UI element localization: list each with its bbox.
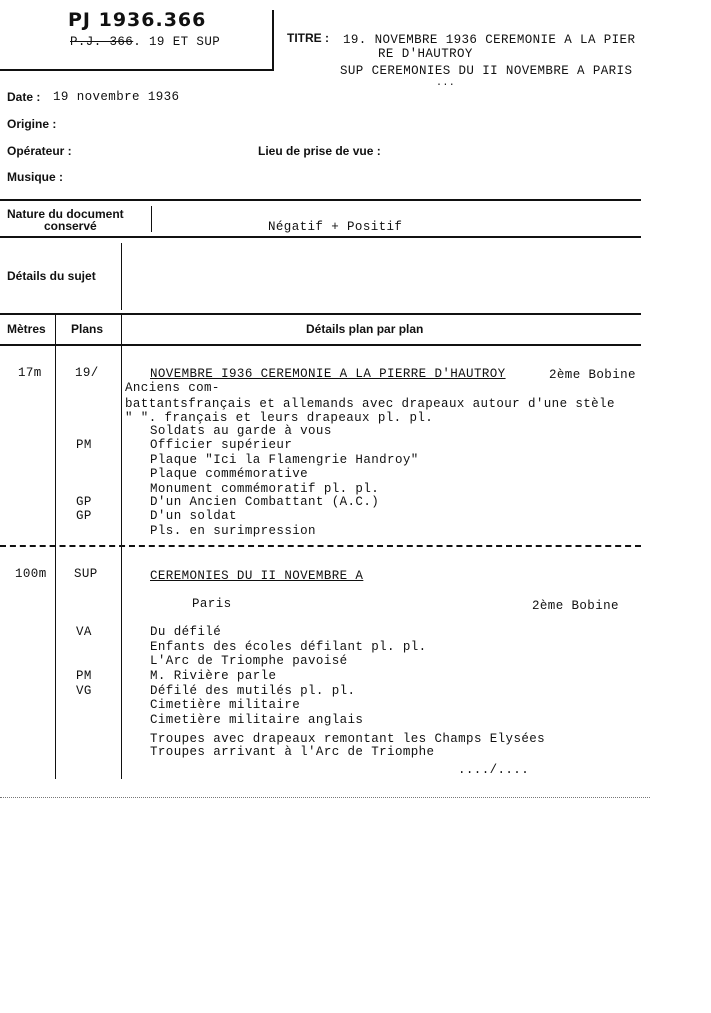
section2-plan: SUP [74, 567, 98, 581]
s1-row-2-text: " ". français et leurs drapeaux pl. pl. [125, 411, 434, 425]
section2-bobine: 2ème Bobine [532, 599, 619, 613]
s2-row-7-text: Troupes avec drapeaux remontant les Champs Elysées [150, 732, 546, 746]
section2-title: CEREMONIES DU II NOVEMBRE A [150, 569, 364, 583]
lieu-label: Lieu de prise de vue : [258, 144, 381, 158]
s1-row-4-plan: PM [76, 438, 92, 452]
bottom-faint-line [0, 797, 650, 798]
reference-struck: P.J. 366 [70, 35, 134, 49]
col-header-details: Détails plan par plan [306, 322, 424, 336]
details-sujet-label: Détails du sujet [7, 269, 96, 283]
col-header-metres: Mètres [7, 322, 46, 336]
titre-dots: ... [436, 78, 456, 89]
section1-plan: 19/ [75, 366, 99, 380]
s2-row-4-text: Défilé des mutilés pl. pl. [150, 684, 356, 698]
section2-metres: 100m [15, 567, 47, 581]
s1-row-10-text: Pls. en surimpression [150, 524, 316, 538]
s1-row-1-text: battantsfrançais et allemands avec drapeaux autour d'une stèle [125, 397, 615, 411]
nature-label-line1: Nature du document [7, 207, 124, 221]
reference-suffix: . 19 ET SUP [133, 35, 221, 49]
s1-row-7-text: Monument commémoratif pl. pl. [150, 482, 380, 496]
reference-number-typed [70, 35, 220, 49]
nature-bracket [151, 206, 152, 232]
operateur-label: Opérateur : [7, 144, 72, 158]
s1-row-5-text: Plaque "Ici la Flamengrie Handroy" [150, 453, 419, 467]
divider-after-details [0, 313, 641, 315]
s2-row-1-text: Enfants des écoles défilant pl. pl. [150, 640, 427, 654]
s1-row-9-text: D'un soldat [150, 509, 237, 523]
s1-row-8-text: D'un Ancien Combattant (A.C.) [150, 495, 380, 509]
divider-after-nature [0, 236, 641, 238]
date-label: Date : [7, 90, 41, 104]
details-sujet-bracket [121, 243, 122, 310]
s2-row-2-text: L'Arc de Triomphe pavoisé [150, 654, 348, 668]
titre-line-1: 19. NOVEMBRE 1936 CEREMONIE A LA PIER [343, 33, 636, 47]
s2-row-5-text: Cimetière militaire [150, 698, 301, 712]
section1-bobine: 2ème Bobine [549, 368, 636, 382]
s2-row-0-text: Du défilé [150, 625, 222, 639]
section1-metres: 17m [18, 366, 42, 380]
divider-after-fields [0, 199, 641, 201]
titre-label: TITRE : [287, 31, 329, 45]
col-header-plans: Plans [71, 322, 104, 336]
reference-number-handwritten: PJ 1936.366 [68, 9, 207, 31]
continuation-marker: ..../.... [458, 763, 530, 777]
date-value: 19 novembre 1936 [53, 90, 180, 104]
s1-row-6-text: Plaque commémorative [150, 467, 309, 481]
divider-after-table-header [0, 344, 641, 346]
s1-row-9-plan: GP [76, 509, 92, 523]
header-box-bottom-border [0, 69, 274, 71]
s2-row-0-plan: VA [76, 625, 92, 639]
musique-label: Musique : [7, 170, 63, 184]
section-divider-dashed [0, 545, 641, 547]
section1-title: NOVEMBRE I936 CEREMONIE A LA PIERRE D'HAUTROY [150, 367, 506, 381]
titre-line-2: RE D'HAUTROY [378, 47, 473, 61]
nature-value: Négatif + Positif [268, 220, 403, 234]
s1-row-0-text: Anciens com- [125, 381, 220, 395]
s2-row-3-plan: PM [76, 669, 92, 683]
s2-row-8-text: Troupes arrivant à l'Arc de Triomphe [150, 745, 435, 759]
section2-subtitle: Paris [192, 597, 232, 611]
s2-row-6-text: Cimetière militaire anglais [150, 713, 364, 727]
header-box-right-border [272, 10, 274, 70]
s2-row-3-text: M. Rivière parle [150, 669, 277, 683]
s2-row-4-plan: VG [76, 684, 92, 698]
s1-row-8-plan: GP [76, 495, 92, 509]
origine-label: Origine : [7, 117, 57, 131]
titre-line-3: SUP CEREMONIES DU II NOVEMBRE A PARIS [340, 64, 633, 78]
nature-label-line2: conservé [44, 219, 97, 233]
s1-row-3-text: Soldats au garde à vous [150, 424, 332, 438]
s1-row-4-text: Officier supérieur [150, 438, 293, 452]
